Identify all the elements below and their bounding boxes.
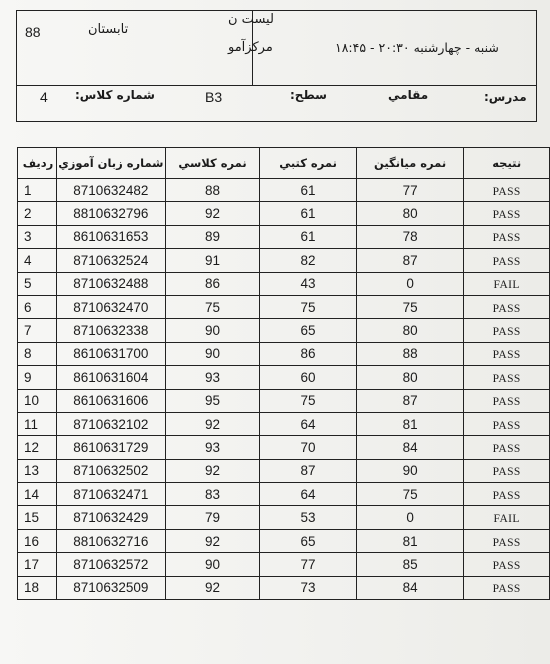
table-row xyxy=(18,483,550,506)
result-cell: PASS xyxy=(464,295,550,318)
class-score-cell: 91 xyxy=(165,249,260,272)
written-score-cell: 65 xyxy=(260,319,357,342)
midterm-score-cell: 81 xyxy=(356,412,464,435)
result-cell: PASS xyxy=(464,319,550,342)
student-id-cell: 8710632338 xyxy=(56,319,165,342)
written-score-cell: 73 xyxy=(260,576,357,599)
table-row xyxy=(18,179,550,202)
class-score-cell: 95 xyxy=(165,389,260,412)
row-number: 17 xyxy=(18,553,57,576)
row-number: 5 xyxy=(18,272,57,295)
midterm-score-cell: 81 xyxy=(356,529,464,552)
result-cell: PASS xyxy=(464,366,550,389)
result-cell: PASS xyxy=(464,576,550,599)
midterm-score-cell: 84 xyxy=(356,436,464,459)
result-cell: PASS xyxy=(464,412,550,435)
written-score-cell: 64 xyxy=(260,483,357,506)
row-number: 12 xyxy=(18,436,57,459)
col-result: نتيجه xyxy=(464,148,550,179)
table-row xyxy=(18,506,550,529)
row-number: 4 xyxy=(18,249,57,272)
row-number: 2 xyxy=(18,202,57,225)
result-cell: PASS xyxy=(464,436,550,459)
written-score-cell: 43 xyxy=(260,272,357,295)
col-row: رديف xyxy=(18,148,57,179)
midterm-score-cell: 88 xyxy=(356,342,464,365)
level-value: B3 xyxy=(205,89,223,105)
midterm-score-cell: 85 xyxy=(356,553,464,576)
written-score-cell: 82 xyxy=(260,249,357,272)
class-score-cell: 92 xyxy=(165,412,260,435)
class-score-cell: 93 xyxy=(165,436,260,459)
written-score-cell: 64 xyxy=(260,412,357,435)
student-id-cell: 8610631604 xyxy=(56,366,165,389)
table-row xyxy=(18,342,550,365)
row-number: 3 xyxy=(18,225,57,248)
student-id-cell: 8610631606 xyxy=(56,389,165,412)
row-number: 1 xyxy=(18,179,57,202)
student-id-cell: 8710632482 xyxy=(56,179,165,202)
col-class: نمره كلاسي xyxy=(165,148,260,179)
row-number: 18 xyxy=(18,576,57,599)
midterm-score-cell: 80 xyxy=(356,319,464,342)
student-id-cell: 8810632716 xyxy=(56,529,165,552)
table-header-row xyxy=(18,148,550,179)
written-score-cell: 60 xyxy=(260,366,357,389)
midterm-score-cell: 87 xyxy=(356,389,464,412)
student-id-cell: 8710632429 xyxy=(56,506,165,529)
class-score-cell: 92 xyxy=(165,459,260,482)
written-score-cell: 65 xyxy=(260,529,357,552)
table-row xyxy=(18,366,550,389)
student-id-cell: 8610631729 xyxy=(56,436,165,459)
class-score-cell: 90 xyxy=(165,553,260,576)
class-score-cell: 92 xyxy=(165,202,260,225)
result-cell: FAIL xyxy=(464,506,550,529)
written-score-cell: 77 xyxy=(260,553,357,576)
written-score-cell: 75 xyxy=(260,389,357,412)
class-score-cell: 92 xyxy=(165,529,260,552)
written-score-cell: 53 xyxy=(260,506,357,529)
row-number: 11 xyxy=(18,412,57,435)
midterm-score-cell: 77 xyxy=(356,179,464,202)
written-score-cell: 61 xyxy=(260,225,357,248)
teacher-name: مقامي xyxy=(388,88,429,102)
written-score-cell: 75 xyxy=(260,295,357,318)
table-row xyxy=(18,389,550,412)
table-row xyxy=(18,459,550,482)
result-cell: PASS xyxy=(464,459,550,482)
row-number: 10 xyxy=(18,389,57,412)
level-label: سطح: xyxy=(290,88,327,102)
table-row xyxy=(18,529,550,552)
class-score-cell: 79 xyxy=(165,506,260,529)
midterm-score-cell: 78 xyxy=(356,225,464,248)
class-score-cell: 93 xyxy=(165,366,260,389)
row-number: 8 xyxy=(18,342,57,365)
class-score-cell: 89 xyxy=(165,225,260,248)
midterm-score-cell: 75 xyxy=(356,483,464,506)
written-score-cell: 70 xyxy=(260,436,357,459)
table-row xyxy=(18,553,550,576)
row-number: 7 xyxy=(18,319,57,342)
student-id-cell: 8710632488 xyxy=(56,272,165,295)
written-score-cell: 61 xyxy=(260,179,357,202)
class-score-cell: 75 xyxy=(165,295,260,318)
result-cell: PASS xyxy=(464,179,550,202)
table-row xyxy=(18,436,550,459)
result-cell: PASS xyxy=(464,529,550,552)
student-id-cell: 8710632524 xyxy=(56,249,165,272)
class-score-cell: 83 xyxy=(165,483,260,506)
row-number: 13 xyxy=(18,459,57,482)
class-number-label: شماره كلاس: xyxy=(75,88,155,102)
center-name: مركزآمو xyxy=(228,40,273,55)
midterm-score-cell: 75 xyxy=(356,295,464,318)
result-cell: PASS xyxy=(464,202,550,225)
student-id-cell: 8610631653 xyxy=(56,225,165,248)
table-row xyxy=(18,202,550,225)
teacher-label: مدرس: xyxy=(484,90,527,104)
header-divider-horizontal xyxy=(17,85,536,86)
written-score-cell: 61 xyxy=(260,202,357,225)
student-id-cell: 8710632471 xyxy=(56,483,165,506)
class-number-value: 4 xyxy=(40,89,48,105)
result-cell: PASS xyxy=(464,553,550,576)
result-cell: PASS xyxy=(464,342,550,365)
midterm-score-cell: 84 xyxy=(356,576,464,599)
course-number: 88 xyxy=(25,24,41,40)
table-row xyxy=(18,249,550,272)
result-cell: PASS xyxy=(464,225,550,248)
midterm-score-cell: 90 xyxy=(356,459,464,482)
student-id-cell: 8710632509 xyxy=(56,576,165,599)
student-id-cell: 8710632572 xyxy=(56,553,165,576)
student-id-cell: 8810632796 xyxy=(56,202,165,225)
written-score-cell: 87 xyxy=(260,459,357,482)
midterm-score-cell: 0 xyxy=(356,272,464,295)
result-cell: PASS xyxy=(464,483,550,506)
row-number: 6 xyxy=(18,295,57,318)
row-number: 9 xyxy=(18,366,57,389)
midterm-score-cell: 80 xyxy=(356,366,464,389)
student-id-cell: 8710632102 xyxy=(56,412,165,435)
class-score-cell: 92 xyxy=(165,576,260,599)
season: تابستان xyxy=(88,22,129,37)
row-number: 16 xyxy=(18,529,57,552)
col-written: نمره كتبي xyxy=(260,148,357,179)
class-score-cell: 90 xyxy=(165,319,260,342)
student-id-cell: 8710632470 xyxy=(56,295,165,318)
table-row xyxy=(18,225,550,248)
table-row xyxy=(18,319,550,342)
col-student-id: شماره زبان آموزي xyxy=(56,148,165,179)
student-id-cell: 8610631700 xyxy=(56,342,165,365)
student-id-cell: 8710632502 xyxy=(56,459,165,482)
grades-body xyxy=(18,179,550,600)
grades-table xyxy=(17,147,550,600)
midterm-score-cell: 0 xyxy=(356,506,464,529)
midterm-score-cell: 87 xyxy=(356,249,464,272)
class-score-cell: 88 xyxy=(165,179,260,202)
row-number: 14 xyxy=(18,483,57,506)
row-number: 15 xyxy=(18,506,57,529)
list-title: ليست ن xyxy=(228,12,274,27)
table-row xyxy=(18,412,550,435)
table-row xyxy=(18,576,550,599)
result-cell: PASS xyxy=(464,389,550,412)
table-row xyxy=(18,295,550,318)
class-score-cell: 90 xyxy=(165,342,260,365)
table-row xyxy=(18,272,550,295)
midterm-score-cell: 80 xyxy=(356,202,464,225)
written-score-cell: 86 xyxy=(260,342,357,365)
col-midterm: نمره ميانگين xyxy=(356,148,464,179)
result-cell: PASS xyxy=(464,249,550,272)
schedule: شنبه - چهارشنبه ۲۰:۳۰ - ۱۸:۴۵ xyxy=(335,40,499,55)
class-score-cell: 86 xyxy=(165,272,260,295)
result-cell: FAIL xyxy=(464,272,550,295)
